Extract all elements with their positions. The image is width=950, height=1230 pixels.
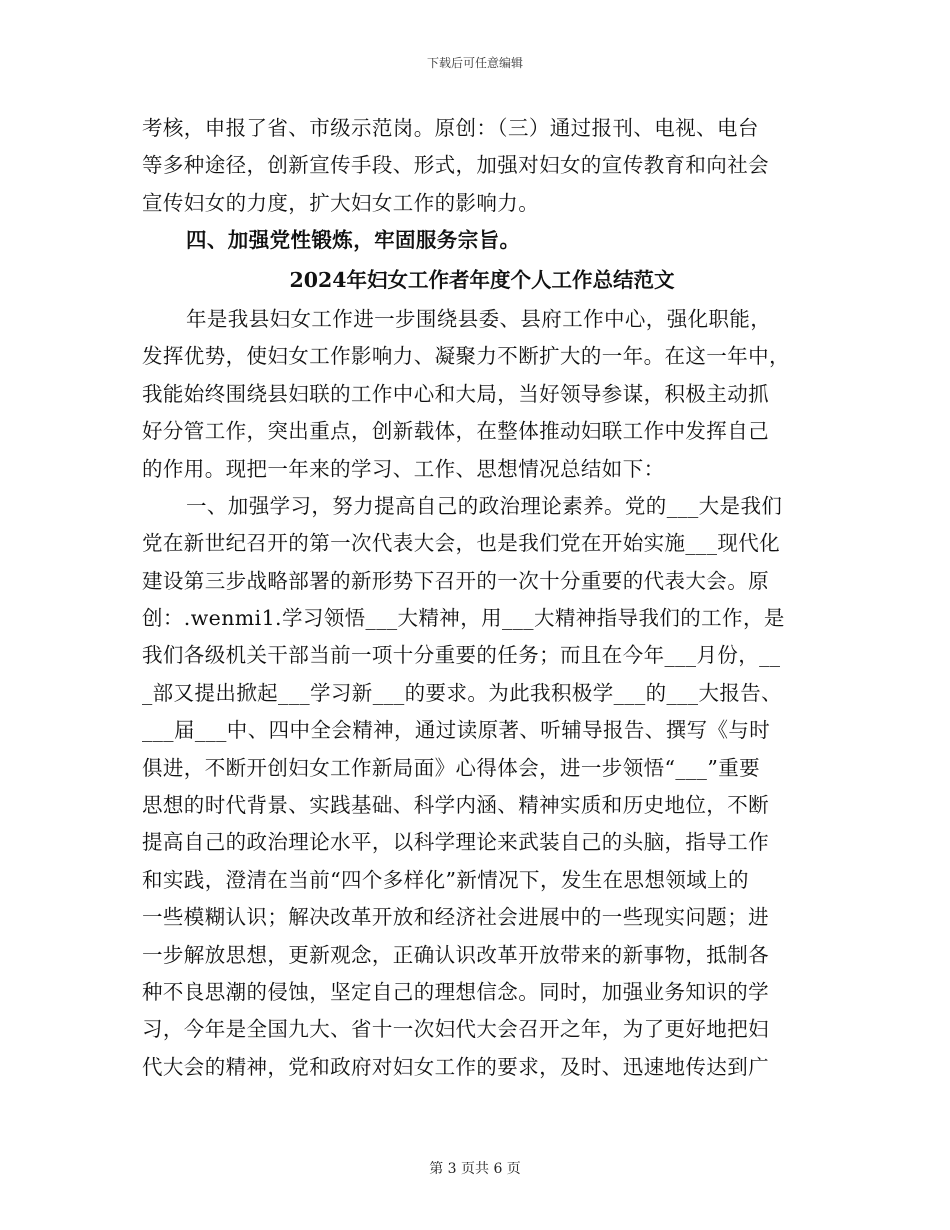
paragraph-line: 习，今年是全国九大、省十一次妇代大会召开之年，为了更好地把妇	[142, 1017, 769, 1042]
section-heading: 四、加强党性锻炼，牢固服务宗旨。	[186, 228, 521, 253]
paragraph-line: 和实践，澄清在当前“四个多样化”新情况下，发生在思想领域上的	[142, 867, 749, 892]
paragraph-line: 一些模糊认识；解决改革开放和经济社会进展中的一些现实问题；进	[142, 905, 769, 930]
paragraph-line: 一步解放思想，更新观念，正确认识改革开放带来的新事物，抵制各	[142, 942, 769, 967]
document-body	[142, 110, 822, 1086]
paragraph-line: 建设第三步战略部署的新形势下召开的一次十分重要的代表大会。原	[142, 568, 769, 593]
paragraph-line: 我们各级机关干部当前一项十分重要的任务；而且在今年___月份，__	[142, 643, 781, 668]
paragraph-line: 代大会的精神，党和政府对妇女工作的要求，及时、迅速地传达到广	[142, 1054, 769, 1079]
paragraph-line: 的作用。现把一年来的学习、工作、思想情况总结如下：	[142, 456, 665, 481]
paragraph-line: _部又提出掀起___学习新___的要求。为此我积极学___的___大报告、	[142, 680, 783, 705]
paragraph-line: 提高自己的政治理论水平，以科学理论来武装自己的头脑，指导工作	[142, 830, 769, 855]
paragraph-line: 俱进，不断开创妇女工作新局面》心得体会，进一步领悟“___”重要	[142, 755, 761, 780]
paragraph-line: 发挥优势，使妇女工作影响力、凝聚力不断扩大的一年。在这一年中，	[142, 344, 790, 369]
paragraph-line: 一、加强学习，努力提高自己的政治理论素养。党的___大是我们	[186, 493, 783, 518]
paragraph-line: 思想的时代背景、实践基础、科学内涵、精神实质和历史地位，不断	[142, 793, 769, 818]
page-footer: 第 3 页共 6 页	[429, 1161, 521, 1177]
paragraph-line: ___届___中、四中全会精神，通过读原著、听辅导报告、撰写《与时	[142, 718, 771, 743]
paragraph-line: 好分管工作，突出重点，创新载体，在整体推动妇联工作中发挥自己	[142, 419, 769, 444]
document-title: 2024年妇女工作者年度个人工作总结范文	[289, 267, 675, 292]
page-header: 下载后可任意编辑	[426, 56, 523, 70]
body-line: 等多种途径，创新宣传手段、形式，加强对妇女的宣传教育和向社会	[142, 153, 769, 178]
paragraph-line: 我能始终围绕县妇联的工作中心和大局，当好领导参谋，积极主动抓	[142, 381, 769, 406]
paragraph-line: 年是我县妇女工作进一步围绕县委、县府工作中心，强化职能，	[186, 306, 772, 331]
paragraph-line: 种不良思潮的侵蚀，坚定自己的理想信念。同时，加强业务知识的学	[142, 979, 769, 1004]
paragraph-line: 党在新世纪召开的第一次代表大会，也是我们党在开始实施___现代化	[142, 531, 781, 556]
body-line: 宣传妇女的力度，扩大妇女工作的影响力。	[142, 190, 540, 215]
paragraph-line: 创：.wenmi1.学习领悟___大精神，用___大精神指导我们的工作，是	[142, 606, 785, 631]
body-line: 考核，申报了省、市级示范岗。原创：（三）通过报刊、电视、电台	[142, 116, 759, 140]
